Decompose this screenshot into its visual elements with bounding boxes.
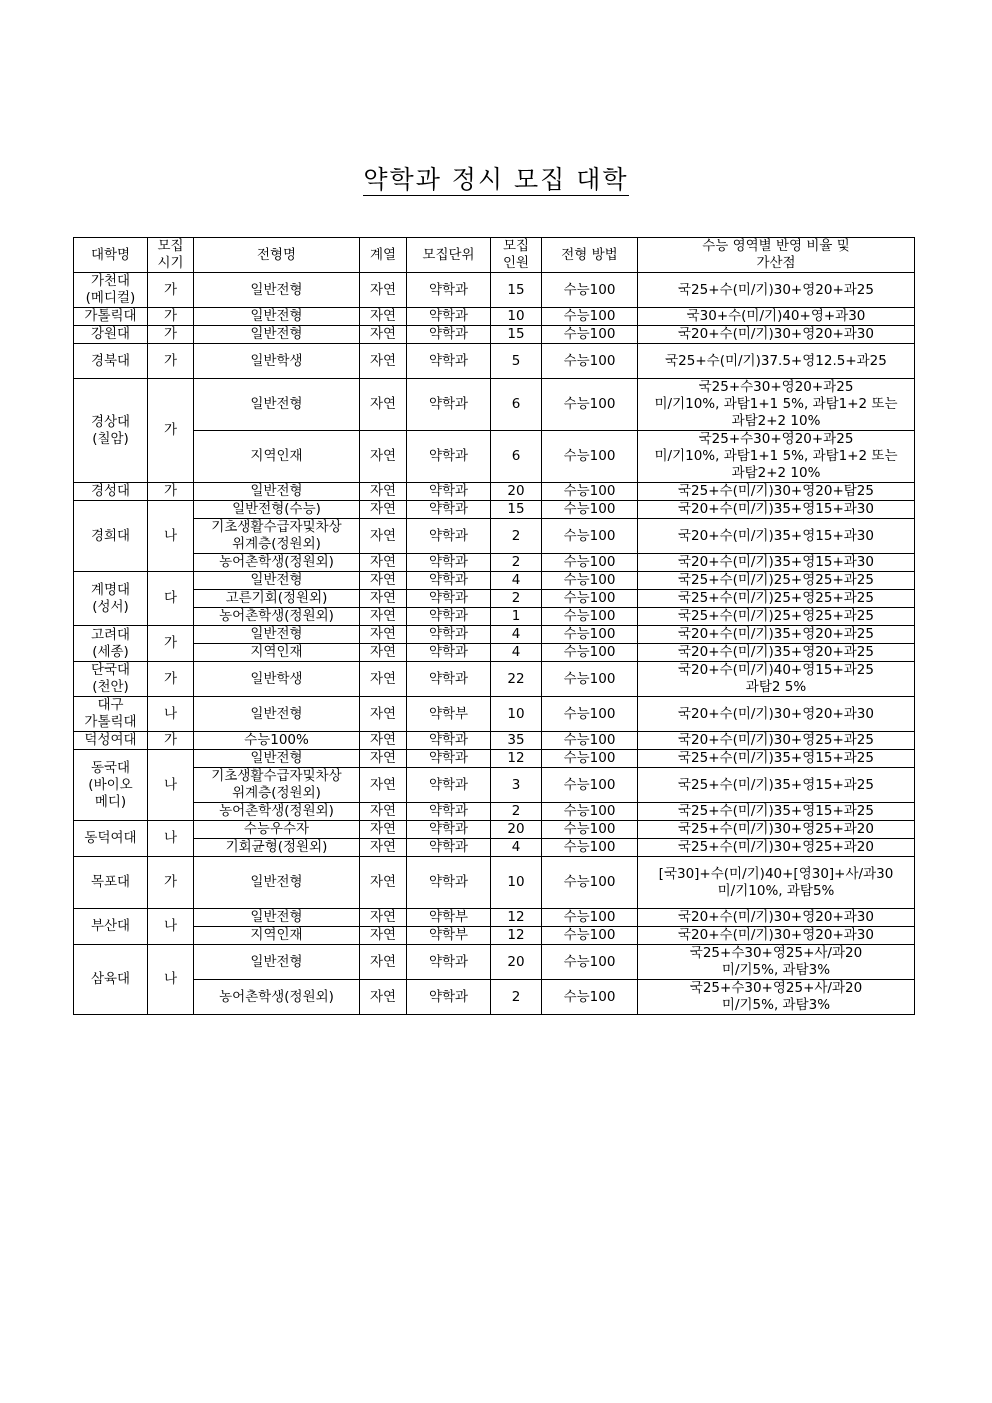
recruit-count: 2: [491, 519, 542, 554]
recruit-count: 20: [491, 945, 542, 980]
field: 자연: [360, 732, 407, 750]
recruit-unit: 약학과: [407, 839, 491, 857]
admission-type: 수능100%: [194, 732, 360, 750]
score-ratio: 국20+수(미/기)30+영20+과30: [638, 909, 915, 927]
recruit-unit: 약학과: [407, 768, 491, 803]
recruit-count: 2: [491, 980, 542, 1015]
recruit-count: 2: [491, 803, 542, 821]
table-row: [74, 732, 915, 750]
field: 자연: [360, 644, 407, 662]
field: 자연: [360, 308, 407, 326]
field: 자연: [360, 626, 407, 644]
field: 자연: [360, 803, 407, 821]
score-ratio: 국25+수(미/기)35+영15+과25: [638, 768, 915, 803]
recruit-period: 나: [148, 501, 194, 572]
score-ratio: 국25+수(미/기)25+영25+과25: [638, 572, 915, 590]
score-ratio: 국20+수(미/기)35+영15+과30: [638, 501, 915, 519]
field: 자연: [360, 590, 407, 608]
selection-method: 수능100: [542, 662, 638, 697]
table-row: [74, 980, 915, 1015]
recruit-unit: 약학과: [407, 273, 491, 308]
header-count: 모집 인원: [491, 238, 542, 273]
univ-name: 삼육대: [74, 945, 148, 1015]
selection-method: 수능100: [542, 608, 638, 626]
table-row: [74, 927, 915, 945]
admission-type: 일반전형: [194, 909, 360, 927]
recruit-unit: 약학과: [407, 483, 491, 501]
recruit-unit: 약학과: [407, 501, 491, 519]
table-row: [74, 344, 915, 379]
score-ratio: 국25+수30+영20+과25 미/기10%, 과탐1+1 5%, 과탐1+2 또는 과탐2+2 10%: [638, 379, 915, 431]
field: 자연: [360, 980, 407, 1015]
recruit-period: 가: [148, 273, 194, 308]
admission-type: 농어촌학생(정원외): [194, 980, 360, 1015]
field: 자연: [360, 768, 407, 803]
selection-method: 수능100: [542, 501, 638, 519]
recruit-period: 가: [148, 857, 194, 909]
header-type: 전형명: [194, 238, 360, 273]
admission-type: 농어촌학생(정원외): [194, 608, 360, 626]
field: 자연: [360, 572, 407, 590]
recruit-unit: 약학과: [407, 857, 491, 909]
table-row: [74, 909, 915, 927]
header-univ: 대학명: [74, 238, 148, 273]
univ-name: 경희대: [74, 501, 148, 572]
recruit-count: 3: [491, 768, 542, 803]
recruit-unit: 약학과: [407, 626, 491, 644]
recruit-unit: 약학과: [407, 821, 491, 839]
recruit-count: 4: [491, 644, 542, 662]
table-row: [74, 857, 915, 909]
field: 자연: [360, 662, 407, 697]
recruit-count: 2: [491, 590, 542, 608]
field: 자연: [360, 554, 407, 572]
field: 자연: [360, 750, 407, 768]
table-row: [74, 308, 915, 326]
recruit-period: 나: [148, 909, 194, 945]
field: 자연: [360, 519, 407, 554]
selection-method: 수능100: [542, 909, 638, 927]
univ-name: 경북대: [74, 344, 148, 379]
field: 자연: [360, 927, 407, 945]
score-ratio: 국20+수(미/기)40+영15+과25 과탐2 5%: [638, 662, 915, 697]
recruit-count: 35: [491, 732, 542, 750]
selection-method: 수능100: [542, 732, 638, 750]
field: 자연: [360, 379, 407, 431]
selection-method: 수능100: [542, 980, 638, 1015]
recruit-unit: 약학과: [407, 344, 491, 379]
table-row: [74, 697, 915, 732]
recruit-unit: 약학부: [407, 697, 491, 732]
table-row: [74, 839, 915, 857]
table-row: [74, 379, 915, 431]
admission-type: 일반학생: [194, 662, 360, 697]
selection-method: 수능100: [542, 308, 638, 326]
univ-name: 동덕여대: [74, 821, 148, 857]
recruit-period: 가: [148, 379, 194, 483]
table-row: [74, 768, 915, 803]
selection-method: 수능100: [542, 945, 638, 980]
selection-method: 수능100: [542, 803, 638, 821]
recruit-period: 나: [148, 945, 194, 1015]
selection-method: 수능100: [542, 554, 638, 572]
admission-type: 기초생활수급자및차상 위계층(정원외): [194, 768, 360, 803]
score-ratio: 국25+수(미/기)30+영25+과20: [638, 821, 915, 839]
recruit-period: 가: [148, 483, 194, 501]
recruit-count: 5: [491, 344, 542, 379]
recruit-unit: 약학과: [407, 945, 491, 980]
univ-name: 단국대 (천안): [74, 662, 148, 697]
recruit-count: 2: [491, 554, 542, 572]
selection-method: 수능100: [542, 590, 638, 608]
field: 자연: [360, 326, 407, 344]
score-ratio: 국25+수(미/기)30+영25+과20: [638, 839, 915, 857]
recruit-count: 15: [491, 326, 542, 344]
selection-method: 수능100: [542, 326, 638, 344]
selection-method: 수능100: [542, 344, 638, 379]
admissions-table: [73, 237, 915, 1015]
header-method: 전형 방법: [542, 238, 638, 273]
admission-type: 지역인재: [194, 644, 360, 662]
table-row: [74, 945, 915, 980]
recruit-unit: 약학과: [407, 519, 491, 554]
recruit-unit: 약학과: [407, 980, 491, 1015]
score-ratio: 국25+수(미/기)37.5+영12.5+과25: [638, 344, 915, 379]
recruit-period: 나: [148, 697, 194, 732]
recruit-unit: 약학부: [407, 909, 491, 927]
table-row: [74, 572, 915, 590]
recruit-period: 가: [148, 308, 194, 326]
recruit-unit: 약학과: [407, 732, 491, 750]
recruit-period: 나: [148, 750, 194, 821]
recruit-period: 나: [148, 821, 194, 857]
score-ratio: 국20+수(미/기)30+영20+과30: [638, 697, 915, 732]
recruit-count: 12: [491, 750, 542, 768]
table-row: [74, 501, 915, 519]
recruit-count: 20: [491, 821, 542, 839]
score-ratio: 국25+수30+영20+과25 미/기10%, 과탐1+1 5%, 과탐1+2 또는 과탐2+2 10%: [638, 431, 915, 483]
header-ratio: 수능 영역별 반영 비율 및 가산점: [638, 238, 915, 273]
recruit-count: 10: [491, 857, 542, 909]
recruit-period: 다: [148, 572, 194, 626]
univ-name: 강원대: [74, 326, 148, 344]
field: 자연: [360, 431, 407, 483]
score-ratio: 국20+수(미/기)30+영20+과30: [638, 927, 915, 945]
score-ratio: 국20+수(미/기)30+영20+과30: [638, 326, 915, 344]
univ-name: 계명대 (성서): [74, 572, 148, 626]
score-ratio: 국20+수(미/기)35+영15+과30: [638, 554, 915, 572]
table-row: [74, 803, 915, 821]
score-ratio: 국25+수(미/기)30+영20+과25: [638, 273, 915, 308]
univ-name: 부산대: [74, 909, 148, 945]
table-row: [74, 273, 915, 308]
recruit-unit: 약학과: [407, 662, 491, 697]
admission-type: 농어촌학생(정원외): [194, 554, 360, 572]
score-ratio: 국20+수(미/기)35+영20+과25: [638, 626, 915, 644]
header-period: 모집 시기: [148, 238, 194, 273]
field: 자연: [360, 839, 407, 857]
selection-method: 수능100: [542, 821, 638, 839]
recruit-unit: 약학과: [407, 554, 491, 572]
recruit-unit: 약학과: [407, 308, 491, 326]
admission-type: 일반전형: [194, 273, 360, 308]
recruit-unit: 약학과: [407, 572, 491, 590]
recruit-count: 20: [491, 483, 542, 501]
selection-method: 수능100: [542, 857, 638, 909]
selection-method: 수능100: [542, 379, 638, 431]
recruit-period: 가: [148, 326, 194, 344]
admission-type: 지역인재: [194, 927, 360, 945]
header-unit: 모집단위: [407, 238, 491, 273]
score-ratio: 국20+수(미/기)35+영20+과25: [638, 644, 915, 662]
selection-method: 수능100: [542, 626, 638, 644]
score-ratio: 국25+수30+영25+사/과20 미/기5%, 과탐3%: [638, 945, 915, 980]
score-ratio: 국25+수(미/기)35+영15+과25: [638, 803, 915, 821]
table-row: [74, 821, 915, 839]
score-ratio: 국30+수(미/기)40+영+과30: [638, 308, 915, 326]
admission-type: 기회균형(정원외): [194, 839, 360, 857]
recruit-unit: 약학과: [407, 803, 491, 821]
table-row: [74, 519, 915, 554]
admission-type: 일반전형(수능): [194, 501, 360, 519]
recruit-period: 가: [148, 732, 194, 750]
table-row: [74, 608, 915, 626]
table-row: [74, 626, 915, 644]
recruit-count: 10: [491, 697, 542, 732]
selection-method: 수능100: [542, 697, 638, 732]
univ-name: 가천대 (메디컬): [74, 273, 148, 308]
admission-type: 일반전형: [194, 483, 360, 501]
admission-type: 고른기회(정원외): [194, 590, 360, 608]
admission-type: 일반전형: [194, 857, 360, 909]
recruit-unit: 약학과: [407, 326, 491, 344]
table-row: [74, 554, 915, 572]
selection-method: 수능100: [542, 927, 638, 945]
recruit-count: 6: [491, 379, 542, 431]
univ-name: 경성대: [74, 483, 148, 501]
admission-type: 지역인재: [194, 431, 360, 483]
field: 자연: [360, 945, 407, 980]
selection-method: 수능100: [542, 644, 638, 662]
field: 자연: [360, 483, 407, 501]
score-ratio: [국30]+수(미/기)40+[영30]+사/과30 미/기10%, 과탐5%: [638, 857, 915, 909]
admission-type: 기초생활수급자및차상 위계층(정원외): [194, 519, 360, 554]
selection-method: 수능100: [542, 273, 638, 308]
admission-type: 일반전형: [194, 326, 360, 344]
page-title: 약학과 정시 모집 대학: [363, 165, 629, 194]
admission-type: 농어촌학생(정원외): [194, 803, 360, 821]
admission-type: 일반학생: [194, 344, 360, 379]
table-row: [74, 326, 915, 344]
score-ratio: 국25+수(미/기)25+영25+과25: [638, 590, 915, 608]
univ-name: 대구 가톨릭대: [74, 697, 148, 732]
recruit-count: 4: [491, 839, 542, 857]
selection-method: 수능100: [542, 519, 638, 554]
field: 자연: [360, 501, 407, 519]
univ-name: 가톨릭대: [74, 308, 148, 326]
recruit-unit: 약학과: [407, 379, 491, 431]
table-row: [74, 431, 915, 483]
univ-name: 경상대 (칠암): [74, 379, 148, 483]
selection-method: 수능100: [542, 572, 638, 590]
univ-name: 덕성여대: [74, 732, 148, 750]
recruit-unit: 약학과: [407, 590, 491, 608]
recruit-count: 4: [491, 626, 542, 644]
admission-type: 일반전형: [194, 750, 360, 768]
recruit-count: 15: [491, 273, 542, 308]
recruit-unit: 약학과: [407, 750, 491, 768]
recruit-count: 15: [491, 501, 542, 519]
table-row: [74, 662, 915, 697]
field: 자연: [360, 273, 407, 308]
score-ratio: 국20+수(미/기)35+영15+과30: [638, 519, 915, 554]
selection-method: 수능100: [542, 750, 638, 768]
selection-method: 수능100: [542, 483, 638, 501]
recruit-period: 가: [148, 662, 194, 697]
score-ratio: 국20+수(미/기)30+영25+과25: [638, 732, 915, 750]
admission-type: 일반전형: [194, 626, 360, 644]
recruit-count: 1: [491, 608, 542, 626]
recruit-unit: 약학과: [407, 608, 491, 626]
recruit-unit: 약학부: [407, 927, 491, 945]
table-row: [74, 750, 915, 768]
admission-type: 일반전형: [194, 308, 360, 326]
recruit-unit: 약학과: [407, 644, 491, 662]
admission-type: 수능우수자: [194, 821, 360, 839]
score-ratio: 국25+수30+영25+사/과20 미/기5%, 과탐3%: [638, 980, 915, 1015]
univ-name: 목포대: [74, 857, 148, 909]
selection-method: 수능100: [542, 768, 638, 803]
univ-name: 고려대 (세종): [74, 626, 148, 662]
recruit-unit: 약학과: [407, 431, 491, 483]
recruit-count: 22: [491, 662, 542, 697]
score-ratio: 국25+수(미/기)30+영20+탐25: [638, 483, 915, 501]
recruit-period: 가: [148, 344, 194, 379]
field: 자연: [360, 608, 407, 626]
recruit-count: 12: [491, 927, 542, 945]
admission-type: 일반전형: [194, 572, 360, 590]
score-ratio: 국25+수(미/기)25+영25+과25: [638, 608, 915, 626]
recruit-count: 10: [491, 308, 542, 326]
admission-type: 일반전형: [194, 697, 360, 732]
table-row: [74, 483, 915, 501]
recruit-count: 4: [491, 572, 542, 590]
table-header-row: [74, 238, 915, 273]
selection-method: 수능100: [542, 839, 638, 857]
field: 자연: [360, 697, 407, 732]
field: 자연: [360, 857, 407, 909]
selection-method: 수능100: [542, 431, 638, 483]
admission-type: 일반전형: [194, 945, 360, 980]
table-row: [74, 644, 915, 662]
table-row: [74, 590, 915, 608]
score-ratio: 국25+수(미/기)35+영15+과25: [638, 750, 915, 768]
recruit-count: 12: [491, 909, 542, 927]
field: 자연: [360, 344, 407, 379]
field: 자연: [360, 909, 407, 927]
admission-type: 일반전형: [194, 379, 360, 431]
univ-name: 동국대 (바이오 메디): [74, 750, 148, 821]
recruit-count: 6: [491, 431, 542, 483]
header-field: 계열: [360, 238, 407, 273]
field: 자연: [360, 821, 407, 839]
recruit-period: 가: [148, 626, 194, 662]
